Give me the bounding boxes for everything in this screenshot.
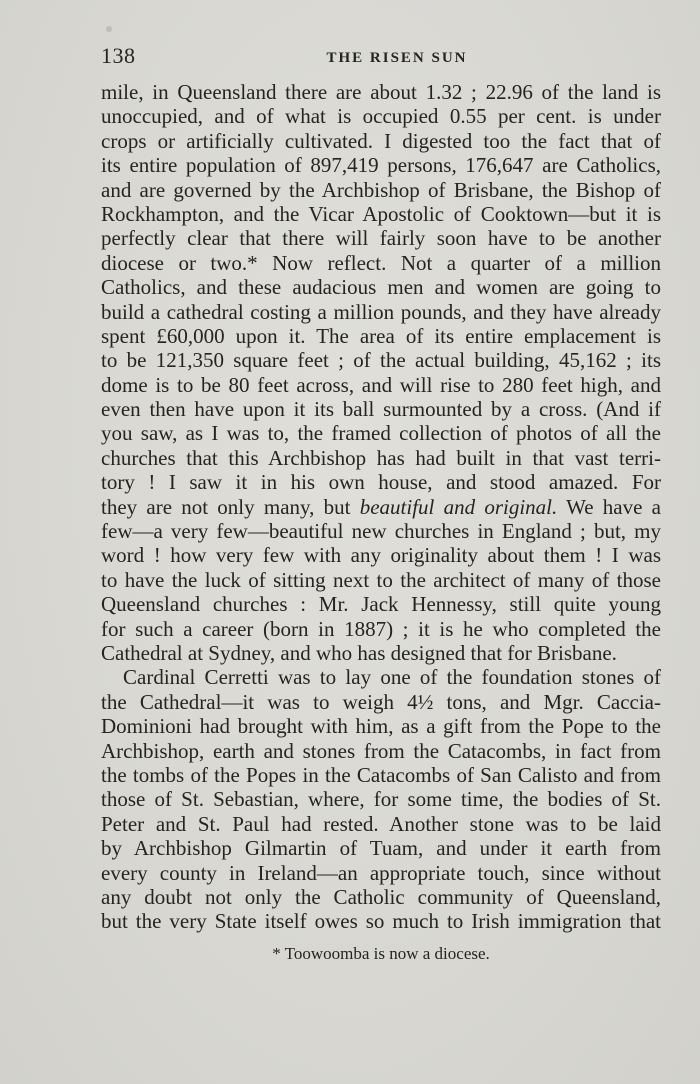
page-number: 138 (101, 43, 136, 68)
text-line: Cathedral at Sydney, and who has designed that for Brisbane. (101, 640, 617, 665)
text-line: churches that this Archbishop has had built in that vast terri- (101, 445, 661, 470)
text-line: Dominioni had brought with him, as a gift from the Pope to the (101, 714, 661, 739)
text-line: tory ! I saw it in his own house, and stood amazed. For (101, 470, 661, 495)
text-line: but the very State itself owes so much to Irish immigration that (101, 909, 661, 934)
text-line: dome is to be 80 feet across, and will rise to 280 feet high, and (101, 372, 661, 397)
text-line: the Cathedral—it was to weigh 4½ tons, and Mgr. Caccia- (101, 689, 661, 714)
paragraph-start-line: Cardinal Cerretti was to lay one of the foundation stones of (123, 665, 661, 690)
text-line: any doubt not only the Catholic community of Queensland, (101, 884, 661, 909)
text-line: spent £60,000 upon it. The area of its entire emplacement is (101, 323, 661, 348)
text-line: by Archbishop Gilmartin of Tuam, and under it earth from (101, 836, 661, 861)
running-title: THE RISEN SUN (326, 50, 468, 66)
text-line: those of St. Sebastian, where, for some time, the bodies of St. (101, 787, 661, 812)
text-line: diocese or two.* Now reflect. Not a quarter of a million (101, 250, 661, 275)
text-line: the tombs of the Popes in the Catacombs of San Calisto and from (101, 762, 661, 787)
text-line: mile, in Queensland there are about 1.32 ; 22.96 of the land is (101, 80, 661, 104)
text-line: Catholics, and these audacious men and women are going to (101, 275, 661, 300)
body-text (101, 80, 661, 934)
text-segment: We have a (557, 494, 661, 519)
text-line: to have the luck of sitting next to the architect of many of those (101, 567, 661, 592)
text-line: Archbishop, earth and stones from the Catacombs, in fact from (101, 738, 661, 763)
text-line: word ! how very few with any originality about them ! I was (101, 543, 661, 568)
text-line: to be 121,350 square feet ; of the actual building, 45,162 ; its (101, 348, 661, 373)
italic-phrase: beautiful and original. (359, 494, 558, 519)
text-line: even then have upon it its ball surmounted by a cross. (And if (101, 397, 661, 422)
text-line: every county in Ireland—an appropriate touch, since without (101, 860, 661, 885)
text-line-with-italic (101, 495, 661, 519)
paper-speck (106, 26, 112, 32)
text-line: Queensland churches : Mr. Jack Hennessy, still quite young (101, 592, 661, 617)
text-line: for such a career (born in 1887) ; it is he who completed the (101, 616, 661, 641)
running-head (101, 40, 661, 70)
text-line: you saw, as I was to, the framed collection of photos of all the (101, 421, 661, 446)
text-line: unoccupied, and of what is occupied 0.55 per cent. is under (101, 104, 661, 129)
text-segment: they are not only many, but (101, 494, 360, 519)
text-line: and are governed by the Archbishop of Brisbane, the Bishop of (101, 177, 661, 202)
text-line: crops or artificially cultivated. I digested too the fact that of (101, 128, 661, 153)
text-line: its entire population of 897,419 persons, 176,647 are Catholics, (101, 153, 661, 178)
footnote: * Toowoomba is now a diocese. (272, 944, 490, 963)
text-line: Peter and St. Paul had rested. Another stone was to be laid (101, 811, 661, 836)
text-line: few—a very few—beautiful new churches in England ; but, my (101, 519, 661, 544)
text-line: perfectly clear that there will fairly soon have to be another (101, 226, 661, 251)
text-line: build a cathedral costing a million pounds, and they have already (101, 299, 661, 324)
text-line: Rockhampton, and the Vicar Apostolic of Cooktown—but it is (101, 201, 661, 226)
